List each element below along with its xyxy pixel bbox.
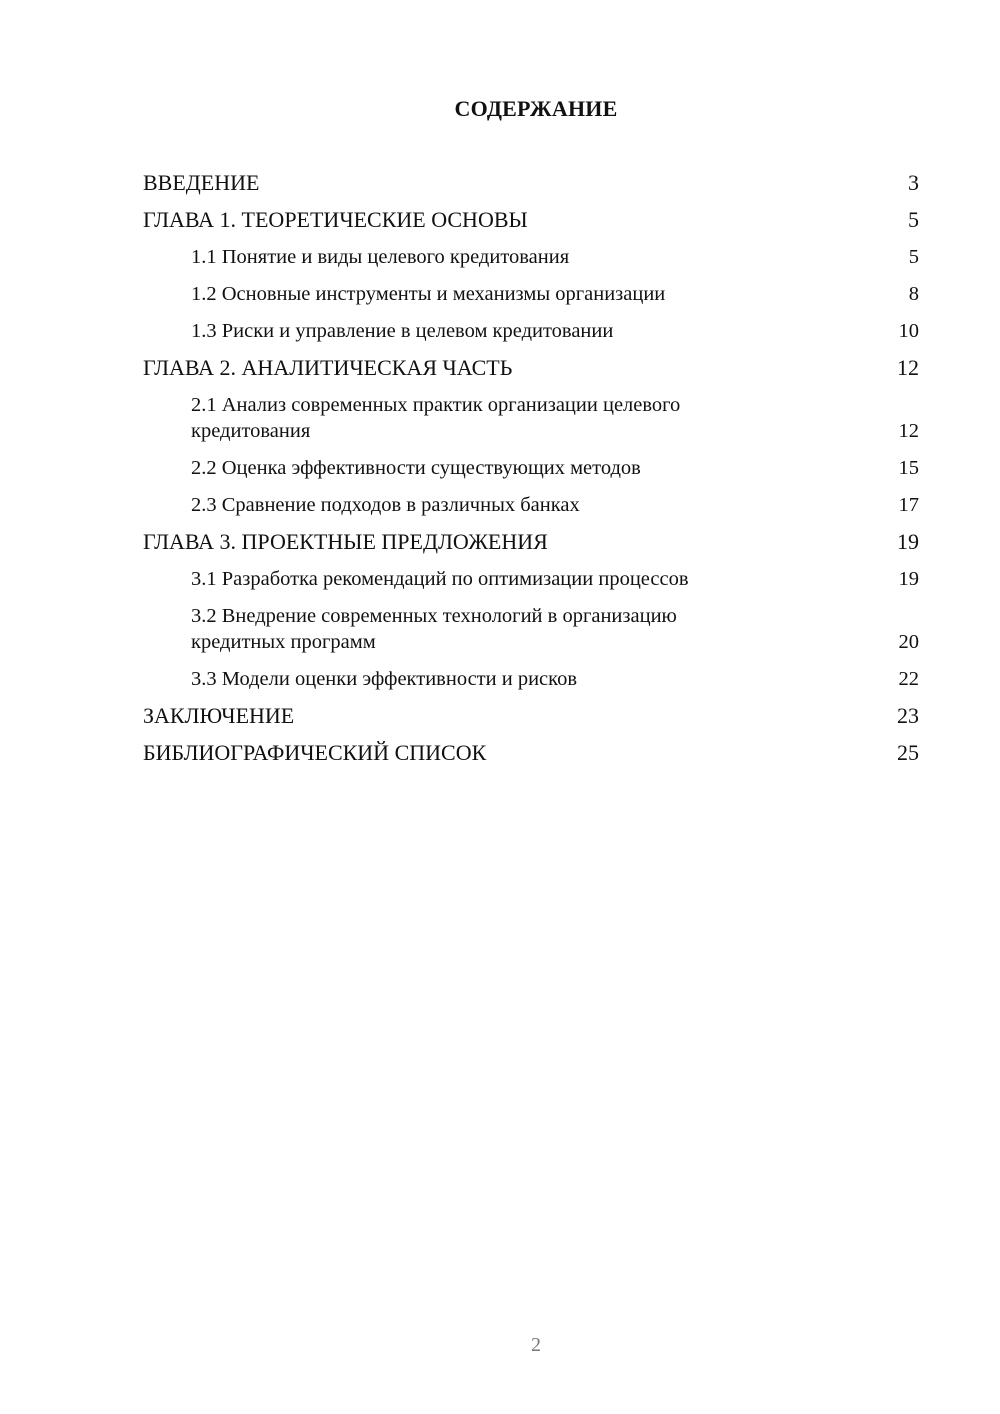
- toc-entry-page: 3: [908, 170, 919, 195]
- toc-entry-label: 2.2 Оценка эффективности существующих методов: [191, 457, 641, 479]
- page-number: 2: [531, 1334, 541, 1356]
- toc-entry-label: 1.1 Понятие и виды целевого кредитования: [191, 246, 570, 268]
- toc-entry-page: 8: [908, 283, 919, 305]
- toc-entry-conclusion: [143, 703, 919, 740]
- toc-entry-section-2-1: [143, 392, 919, 455]
- toc-entry-page: 15: [898, 457, 919, 479]
- table-of-contents: [143, 170, 919, 777]
- toc-entry-page: 25: [897, 740, 919, 765]
- toc-entry-label: 2.1 Анализ современных практик организации целевого кредитования: [191, 394, 681, 442]
- toc-entry-section-3-3: [143, 666, 919, 703]
- toc-entry-introduction: [143, 170, 919, 207]
- toc-entry-page: 23: [897, 703, 919, 728]
- toc-entry-bibliography: [143, 740, 919, 777]
- toc-entry-label: 2.3 Сравнение подходов в различных банках: [191, 494, 580, 516]
- toc-entry-page: 19: [898, 568, 919, 590]
- toc-title: СОДЕРЖАНИЕ: [454, 96, 618, 121]
- toc-entry-chapter-1: [143, 207, 919, 244]
- toc-entry-section-1-2: [143, 281, 919, 318]
- toc-entry-label: ГЛАВА 1. ТЕОРЕТИЧЕСКИЕ ОСНОВЫ: [143, 207, 528, 232]
- toc-entry-page: 12: [897, 355, 919, 380]
- toc-entry-page: 20: [898, 631, 919, 653]
- toc-entry-section-1-1: [143, 244, 919, 281]
- toc-entry-label: 3.1 Разработка рекомендаций по оптимизации процессов: [191, 568, 689, 590]
- toc-entry-page: 17: [898, 494, 919, 516]
- toc-entry-section-3-1: [143, 566, 919, 603]
- toc-entry-label: БИБЛИОГРАФИЧЕСКИЙ СПИСОК: [143, 740, 487, 765]
- toc-entry-section-3-2: [143, 603, 919, 666]
- toc-entry-chapter-3: [143, 529, 919, 566]
- toc-entry-label: 3.2 Внедрение современных технологий в организацию кредитных программ: [191, 605, 677, 653]
- toc-entry-section-2-2: [143, 455, 919, 492]
- toc-entry-label: ГЛАВА 2. АНАЛИТИЧЕСКАЯ ЧАСТЬ: [143, 355, 513, 380]
- toc-entry-page: 12: [898, 420, 919, 442]
- toc-entry-label: ВВЕДЕНИЕ: [143, 170, 260, 195]
- toc-entry-section-2-3: [143, 492, 919, 529]
- toc-entry-page: 5: [908, 207, 919, 232]
- toc-entry-page: 22: [898, 668, 919, 690]
- toc-entry-page: 5: [908, 246, 919, 268]
- toc-entry-label: 1.2 Основные инструменты и механизмы организации: [191, 283, 666, 305]
- toc-entry-page: 19: [897, 529, 919, 554]
- toc-entry-label: ЗАКЛЮЧЕНИЕ: [143, 703, 295, 728]
- toc-entry-page: 10: [898, 320, 919, 342]
- toc-entry-chapter-2: [143, 355, 919, 392]
- toc-entry-label: 1.3 Риски и управление в целевом кредитовании: [191, 320, 614, 342]
- toc-entry-section-1-3: [143, 318, 919, 355]
- toc-entry-label: ГЛАВА 3. ПРОЕКТНЫЕ ПРЕДЛОЖЕНИЯ: [143, 529, 548, 554]
- toc-entry-label: 3.3 Модели оценки эффективности и рисков: [191, 668, 577, 690]
